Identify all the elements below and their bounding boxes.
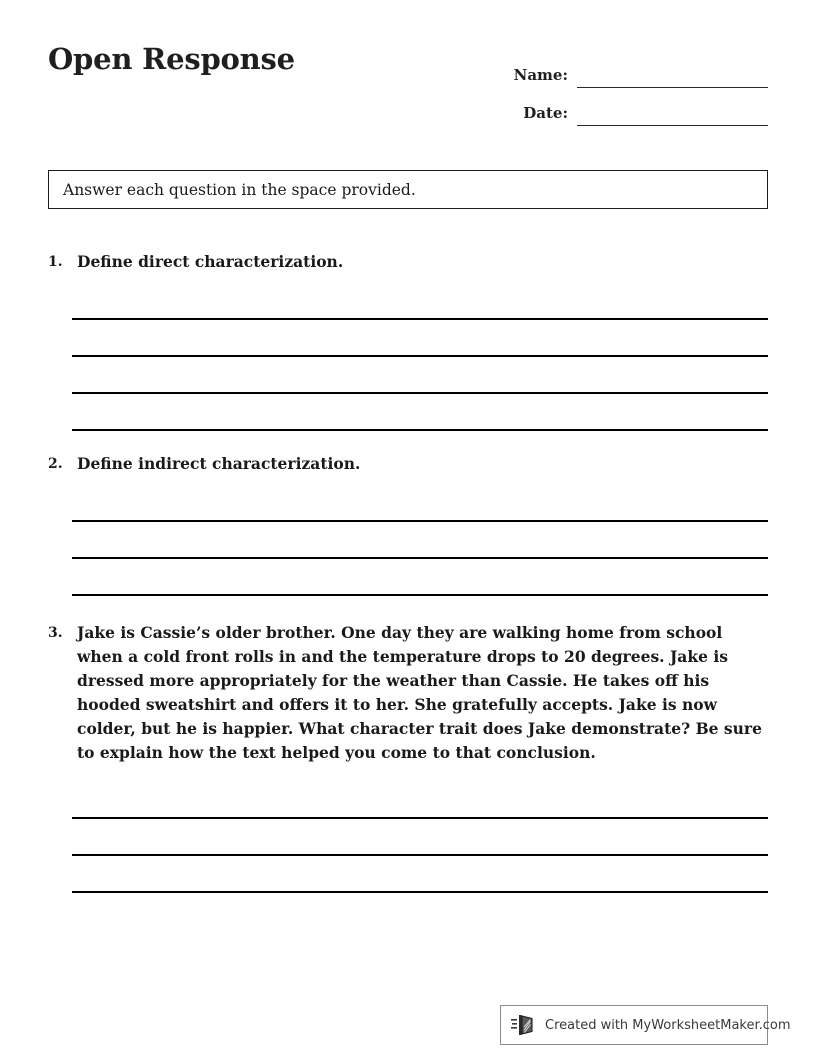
instruction-box	[48, 170, 768, 209]
question-block-2	[48, 452, 768, 476]
question-block-3	[48, 621, 768, 765]
date-input-line[interactable]	[577, 103, 768, 126]
date-field-row	[500, 88, 768, 126]
question-block-1	[48, 250, 768, 274]
name-field-row	[500, 50, 768, 88]
page-title: Open Response	[48, 42, 295, 76]
answer-line[interactable]	[72, 856, 768, 893]
question-heading-2	[48, 452, 768, 476]
question-heading-3	[48, 621, 768, 765]
answer-line[interactable]	[72, 522, 768, 559]
name-date-group	[500, 50, 768, 126]
answer-line[interactable]	[72, 819, 768, 856]
answer-line[interactable]	[72, 559, 768, 596]
question-text-2: Define indirect characterization.	[77, 454, 361, 473]
question-number-2: 2.	[48, 456, 63, 472]
worksheet-maker-logo-icon	[511, 1013, 537, 1037]
answer-line[interactable]	[72, 283, 768, 320]
answer-lines-2	[72, 485, 768, 596]
footer-attribution-text: Created with MyWorksheetMaker.com	[545, 1017, 791, 1033]
question-number-3: 3.	[48, 625, 63, 641]
answer-lines-1	[72, 283, 768, 431]
answer-line[interactable]	[72, 357, 768, 394]
question-heading-1	[48, 250, 768, 274]
answer-lines-3	[72, 782, 768, 893]
question-text-3: Jake is Cassie’s older brother. One day they are walking home from school when a cold front rolls in and the temperature drops to 20 degrees. Jake is dressed more appropriately for the weather than Cassie. He takes off his hooded sweatshirt and offers it to her. She gratefully accepts. Jake is now colder, but he is happier. What character trait does Jake demonstrate? Be sure to explain how the text helped you come to that conclusion.	[77, 623, 762, 762]
question-number-1: 1.	[48, 254, 63, 270]
answer-line[interactable]	[72, 485, 768, 522]
name-label: Name:	[513, 66, 568, 84]
instruction-text: Answer each question in the space provided.	[63, 180, 416, 199]
date-label: Date:	[523, 104, 568, 122]
name-input-line[interactable]	[577, 65, 768, 88]
answer-line[interactable]	[72, 320, 768, 357]
question-text-1: Define direct characterization.	[77, 252, 344, 271]
answer-line[interactable]	[72, 782, 768, 819]
answer-line[interactable]	[72, 394, 768, 431]
footer-attribution-badge[interactable]	[500, 1005, 791, 1045]
worksheet-header	[48, 44, 768, 134]
